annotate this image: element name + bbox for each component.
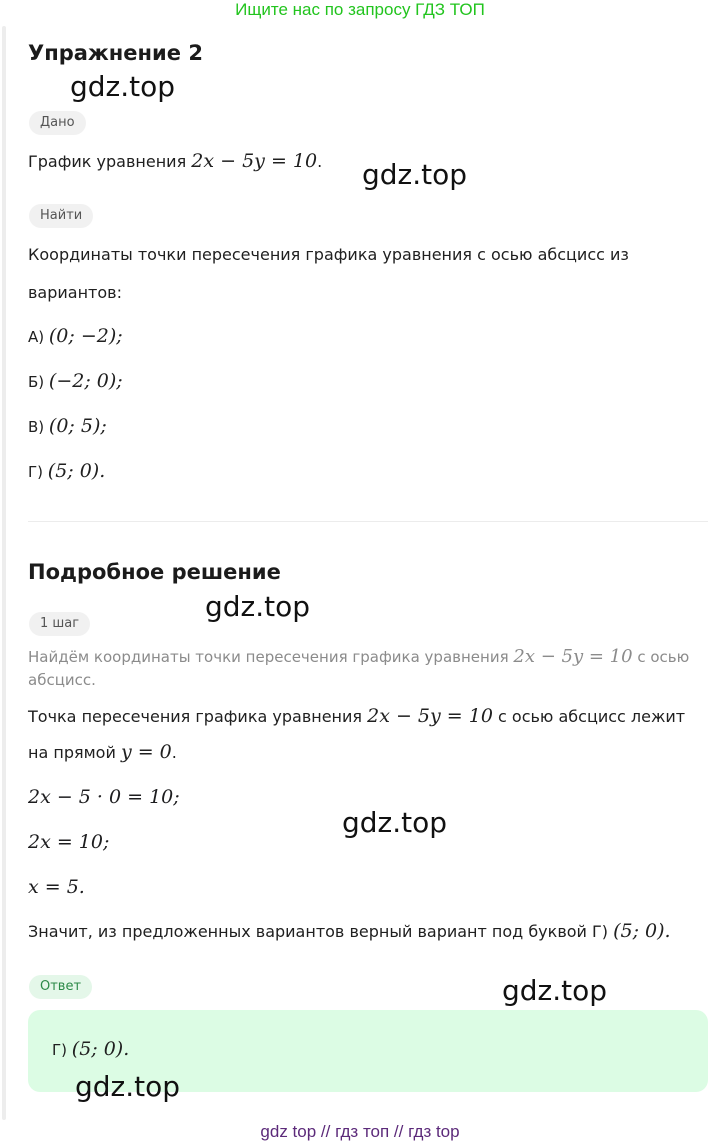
solution-paragraph-1 [28,705,685,727]
equation-line-2: 2x = 10; [28,831,110,853]
equation-line-1: 2x − 5 · 0 = 10; [28,786,180,808]
answer-badge: Ответ [29,975,92,999]
paragraph-text-end: с осью абсцисс лежит [492,707,686,726]
option-value: (5; 0). [47,460,106,482]
paragraph-equation: y = 0 [120,741,172,763]
option-label: А) [28,328,49,346]
conclusion [28,920,671,942]
solution-title: Подробное решение [28,560,281,584]
find-text-line1: Координаты точки пересечения графика уравнения с осью абсцисс из [28,245,629,264]
solution-paragraph-2 [28,741,177,763]
exercise-title: Упражнение 2 [28,41,203,65]
watermark: gdz.top [362,158,468,191]
given-badge: Дано [29,111,86,135]
option-a [28,325,123,347]
find-badge: Найти [29,204,93,228]
given-end: . [317,152,323,171]
watermark: gdz.top [502,974,608,1007]
top-banner: Ищите нас по запросу ГДЗ ТОП [235,0,485,19]
step-hint-line2: абсцисс. [28,671,96,689]
answer-text [52,1038,129,1060]
hint-text: Найдём координаты точки пересечения графика уравнения [28,648,514,666]
step-hint [28,646,689,667]
paragraph-text: Точка пересечения графика уравнения [28,707,368,726]
find-text-line2: вариантов: [28,283,122,302]
footer-links[interactable]: gdz top // гдз топ // гдз top [260,1122,460,1141]
paragraph-text: на прямой [28,743,121,762]
option-b [28,370,123,392]
option-label: Б) [28,373,49,391]
paragraph-equation: 2x − 5y = 10 [367,705,493,727]
option-c [28,415,107,437]
section-divider [28,521,708,522]
option-label: В) [28,418,49,436]
given-equation: 2x − 5y = 10 [191,150,318,172]
given-label: График уравнения [28,152,192,171]
watermark: gdz.top [70,70,176,103]
equation-line-3: x = 5. [28,876,85,898]
option-value: (−2; 0); [48,370,123,392]
option-label: Г) [28,463,48,481]
conclusion-text: Значит, из предложенных вариантов верный вариант под буквой Г) [28,922,614,941]
given-text [28,150,322,172]
watermark: gdz.top [342,806,448,839]
hint-text-end: с осью [632,648,690,666]
option-value: (0; −2); [48,325,123,347]
answer-value: (5; 0). [71,1038,130,1060]
option-d [28,460,105,482]
watermark: gdz.top [205,590,311,623]
step-badge: 1 шаг [29,612,90,636]
answer-label: Г) [52,1041,72,1059]
watermark: gdz.top [75,1070,181,1103]
paragraph-text-end: . [171,743,177,762]
conclusion-equation: (5; 0). [613,920,671,942]
hint-equation: 2x − 5y = 10 [513,646,633,667]
option-value: (0; 5); [48,415,107,437]
left-border [2,26,6,1120]
